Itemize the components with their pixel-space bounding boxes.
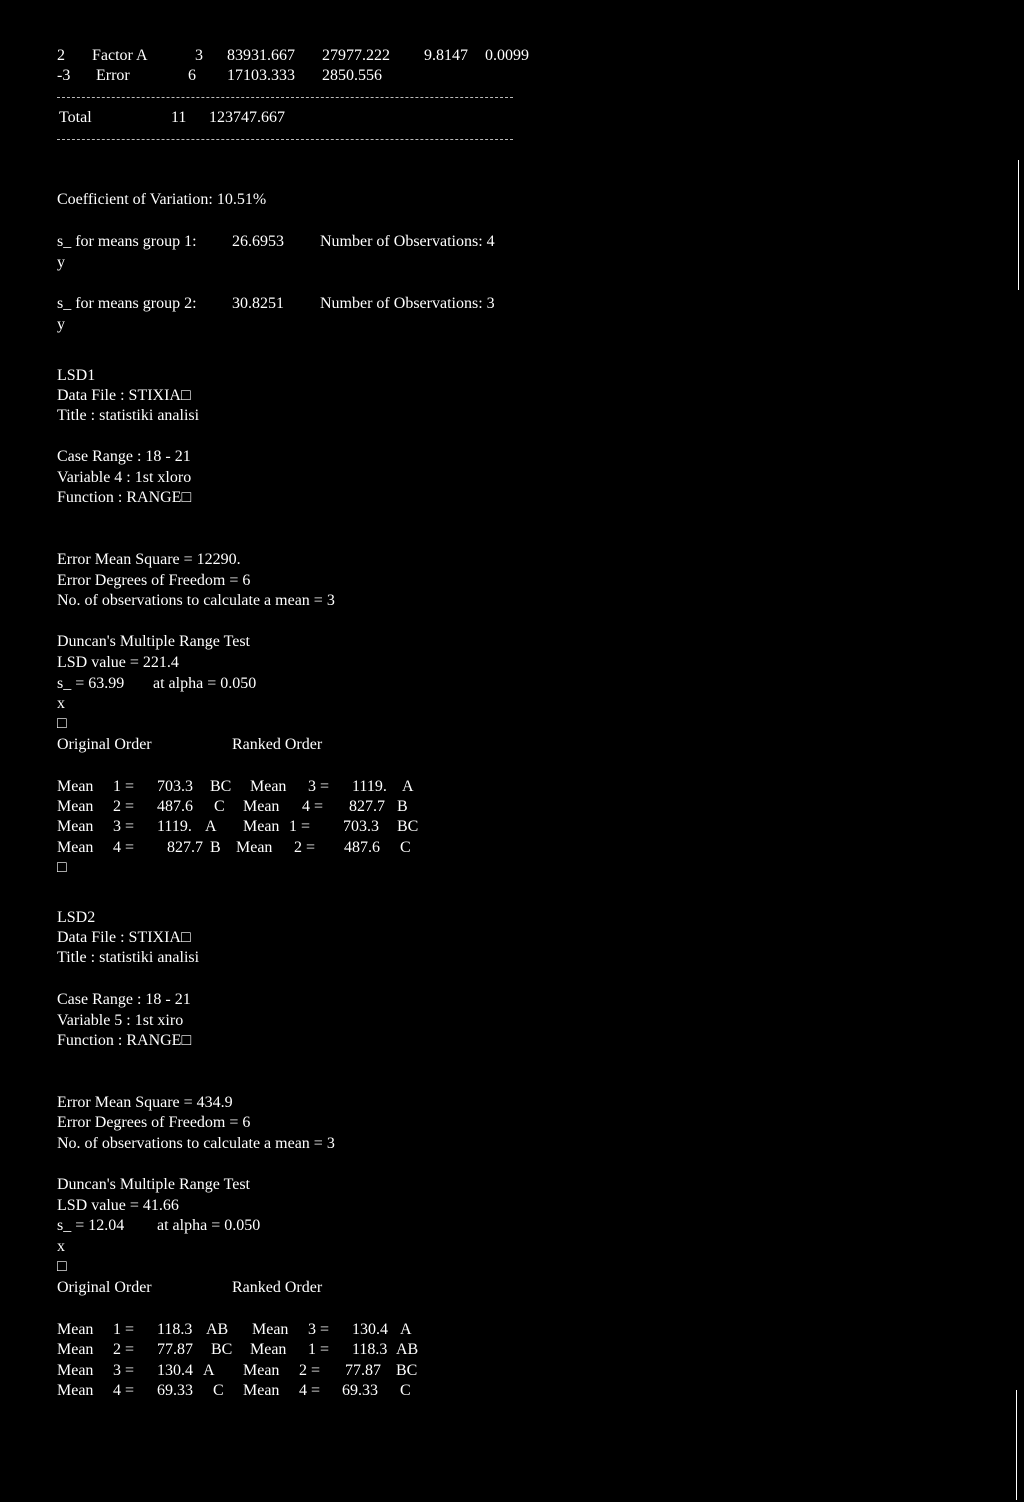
divider <box>57 139 513 140</box>
mean-label: Mean <box>236 839 273 856</box>
mean-label: Mean <box>57 778 94 795</box>
row-ss: 83931.667 <box>227 47 295 64</box>
sx-subscript: x <box>57 1238 65 1255</box>
box-glyph: □ <box>57 715 67 732</box>
mean-number: 2 = <box>113 798 135 815</box>
mean-group: AB <box>396 1341 419 1358</box>
row-f: 9.8147 <box>424 47 468 64</box>
mean-number: 2 = <box>113 1341 135 1358</box>
row-index: -3 <box>57 67 71 84</box>
mean-number: 4 = <box>299 1382 321 1399</box>
data-file: Data File : STIXIA□ <box>57 387 191 404</box>
function: Function : RANGE□ <box>57 1032 192 1049</box>
mean-label: Mean <box>250 1341 287 1358</box>
section-header: LSD2 <box>57 909 96 926</box>
lsd-value: LSD value = 41.66 <box>57 1197 179 1214</box>
mean-group: B <box>210 839 221 856</box>
mean-value: 1119. <box>157 818 192 835</box>
row-ms: 2850.556 <box>322 67 382 84</box>
box-glyph: □ <box>57 859 67 876</box>
alpha: at alpha = 0.050 <box>153 675 257 692</box>
mean-number: 3 = <box>308 1321 330 1338</box>
mean-value: 703.3 <box>157 778 193 795</box>
case-range: Case Range : 18 - 21 <box>57 991 191 1008</box>
mean-label: Mean <box>57 798 94 815</box>
mean-number: 1 = <box>113 1321 135 1338</box>
mean-number: 3 = <box>113 818 135 835</box>
mean-value: 703.3 <box>343 818 379 835</box>
total-label: Total <box>59 109 92 126</box>
mean-label: Mean <box>250 778 287 795</box>
mean-group: C <box>214 798 225 815</box>
scan-edge-line <box>1016 1390 1017 1500</box>
mean-label: Mean <box>243 1382 280 1399</box>
mean-value: 487.6 <box>344 839 380 856</box>
original-order-heading: Original Order <box>57 1279 152 1296</box>
mean-value: 77.87 <box>157 1341 193 1358</box>
mean-label: Mean <box>252 1321 289 1338</box>
mean-group: C <box>400 1382 411 1399</box>
mean-label: Mean <box>57 839 94 856</box>
mean-group: BC <box>211 1341 233 1358</box>
mean-number: 1 = <box>308 1341 330 1358</box>
ranked-order-heading: Ranked Order <box>232 736 323 753</box>
mean-value: 827.7 <box>349 798 385 815</box>
coefficient-of-variation: Coefficient of Variation: 10.51% <box>57 191 267 208</box>
scan-edge-line <box>1018 160 1019 290</box>
sy-value: 26.6953 <box>232 233 284 250</box>
lsd-value: LSD value = 221.4 <box>57 654 179 671</box>
mean-value: 118.3 <box>352 1341 388 1358</box>
row-source: Error <box>96 67 130 84</box>
sy-label: s_ for means group 2: <box>57 295 197 312</box>
mean-value: 487.6 <box>157 798 193 815</box>
error-mean-square: Error Mean Square = 12290. <box>57 551 241 568</box>
row-df: 3 <box>195 47 203 64</box>
mean-group: BC <box>210 778 232 795</box>
data-file: Data File : STIXIA□ <box>57 929 191 946</box>
sx-subscript: x <box>57 695 65 712</box>
mean-number: 4 = <box>302 798 324 815</box>
mean-number: 3 = <box>113 1362 135 1379</box>
mean-label: Mean <box>57 1321 94 1338</box>
row-ms: 27977.222 <box>322 47 390 64</box>
error-mean-square: Error Mean Square = 434.9 <box>57 1094 233 1111</box>
sy-label: s_ for means group 1: <box>57 233 197 250</box>
variable: Variable 5 : 1st xiro <box>57 1012 184 1029</box>
box-glyph: □ <box>57 1258 67 1275</box>
sy-subscript: y <box>57 316 65 333</box>
mean-number: 3 = <box>308 778 330 795</box>
row-index: 2 <box>57 47 65 64</box>
sx-value: s_ = 63.99 <box>57 675 125 692</box>
mean-group: A <box>205 818 217 835</box>
num-observations: No. of observations to calculate a mean = 3 <box>57 1135 335 1152</box>
total-ss: 123747.667 <box>209 109 285 126</box>
alpha: at alpha = 0.050 <box>157 1217 261 1234</box>
row-source: Factor A <box>92 47 148 64</box>
mean-group: B <box>397 798 408 815</box>
mean-group: C <box>213 1382 224 1399</box>
variable: Variable 4 : 1st xloro <box>57 469 192 486</box>
total-df: 11 <box>171 109 187 126</box>
mean-group: AB <box>206 1321 229 1338</box>
row-df: 6 <box>188 67 196 84</box>
mean-group: BC <box>397 818 419 835</box>
mean-label: Mean <box>243 798 280 815</box>
mean-number: 1 = <box>113 778 135 795</box>
original-order-heading: Original Order <box>57 736 152 753</box>
mean-value: 1119. <box>352 778 387 795</box>
mean-value: 77.87 <box>345 1362 381 1379</box>
sy-obs: Number of Observations: 3 <box>320 295 495 312</box>
sx-value: s_ = 12.04 <box>57 1217 125 1234</box>
mean-label: Mean <box>57 1362 94 1379</box>
title: Title : statistiki analisi <box>57 949 200 966</box>
error-df: Error Degrees of Freedom = 6 <box>57 572 251 589</box>
mean-group: A <box>400 1321 412 1338</box>
mean-number: 4 = <box>113 1382 135 1399</box>
error-df: Error Degrees of Freedom = 6 <box>57 1114 251 1131</box>
sy-value: 30.8251 <box>232 295 284 312</box>
divider <box>57 97 513 98</box>
row-p: 0.0099 <box>485 47 529 64</box>
mean-label: Mean <box>57 818 94 835</box>
mean-number: 1 = <box>289 818 311 835</box>
section-header: LSD1 <box>57 367 96 384</box>
mean-label: Mean <box>243 818 280 835</box>
mean-number: 2 = <box>299 1362 321 1379</box>
sy-subscript: y <box>57 254 65 271</box>
ranked-order-heading: Ranked Order <box>232 1279 323 1296</box>
mean-label: Mean <box>243 1362 280 1379</box>
mean-value: 827.7 <box>167 839 203 856</box>
mean-label: Mean <box>57 1382 94 1399</box>
test-name: Duncan's Multiple Range Test <box>57 1176 250 1193</box>
test-name: Duncan's Multiple Range Test <box>57 633 250 650</box>
sy-obs: Number of Observations: 4 <box>320 233 495 250</box>
mean-value: 130.4 <box>352 1321 388 1338</box>
function: Function : RANGE□ <box>57 489 192 506</box>
row-ss: 17103.333 <box>227 67 295 84</box>
mean-group: A <box>402 778 414 795</box>
mean-value: 118.3 <box>157 1321 193 1338</box>
mean-value: 69.33 <box>157 1382 193 1399</box>
mean-group: BC <box>396 1362 418 1379</box>
mean-label: Mean <box>57 1341 94 1358</box>
title: Title : statistiki analisi <box>57 407 200 424</box>
num-observations: No. of observations to calculate a mean = 3 <box>57 592 335 609</box>
mean-number: 2 = <box>294 839 316 856</box>
mean-group: A <box>203 1362 215 1379</box>
mean-number: 4 = <box>113 839 135 856</box>
mean-value: 69.33 <box>342 1382 378 1399</box>
case-range: Case Range : 18 - 21 <box>57 448 191 465</box>
mean-group: C <box>400 839 411 856</box>
mean-value: 130.4 <box>157 1362 193 1379</box>
